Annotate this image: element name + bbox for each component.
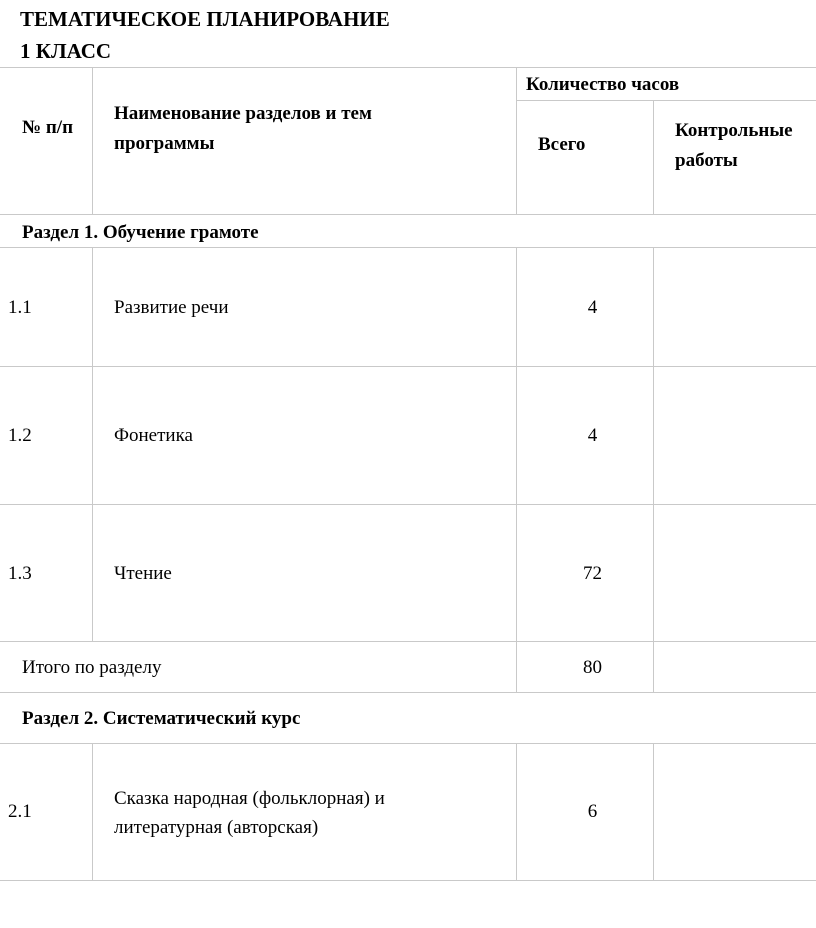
row-name: Фонетика — [114, 425, 193, 446]
row-number: 1.1 — [8, 297, 32, 318]
page-title — [20, 3, 390, 67]
row-total: 6 — [587, 801, 598, 822]
row-name-line-2: литературная (авторская) — [114, 817, 319, 838]
row-number: 1.3 — [8, 563, 32, 584]
subtotal-label: Итого по разделу — [22, 657, 162, 678]
table-top-border — [0, 67, 816, 68]
subtotal-bottom-border — [0, 692, 816, 693]
header-number: № п/п — [22, 117, 74, 138]
section2-title-bottom-border — [0, 743, 816, 744]
row-total: 4 — [587, 425, 598, 446]
subtotal-value: 80 — [583, 657, 602, 678]
header-hours: Количество часов — [526, 74, 680, 95]
title-line-2: 1 КЛАСС — [20, 39, 112, 63]
header-bottom-border — [0, 214, 816, 215]
header-name-line-2: программы — [114, 133, 215, 154]
row-name-line-1: Сказка народная (фольклорная) и — [114, 788, 385, 809]
header-total: Всего — [538, 134, 586, 155]
col-divider-num-section2 — [92, 743, 93, 880]
title-line-1: ТЕМАТИЧЕСКОЕ ПЛАНИРОВАНИЕ — [20, 7, 390, 31]
col-divider-name-header — [516, 67, 517, 214]
hours-header-divider — [516, 100, 816, 101]
section-2-title: Раздел 2. Систематический курс — [22, 708, 301, 729]
row-2-1-bottom-border — [0, 880, 816, 881]
col-divider-num-header — [92, 67, 93, 214]
row-1-2-bottom-border — [0, 504, 816, 505]
row-total: 4 — [587, 297, 598, 318]
header-tests-line-2: работы — [675, 150, 738, 171]
col-divider-num-section1 — [92, 247, 93, 641]
row-total: 72 — [583, 563, 602, 584]
header-tests-line-1: Контрольные — [675, 120, 793, 141]
row-name: Чтение — [114, 563, 172, 584]
row-number: 1.2 — [8, 425, 32, 446]
section-1-title: Раздел 1. Обучение грамоте — [22, 222, 259, 243]
col-divider-total-header — [653, 100, 654, 214]
row-1-3-bottom-border — [0, 641, 816, 642]
row-name: Развитие речи — [114, 297, 229, 318]
row-1-1-bottom-border — [0, 366, 816, 367]
row-number: 2.1 — [8, 801, 32, 822]
header-name-line-1: Наименование разделов и тем — [114, 103, 372, 124]
